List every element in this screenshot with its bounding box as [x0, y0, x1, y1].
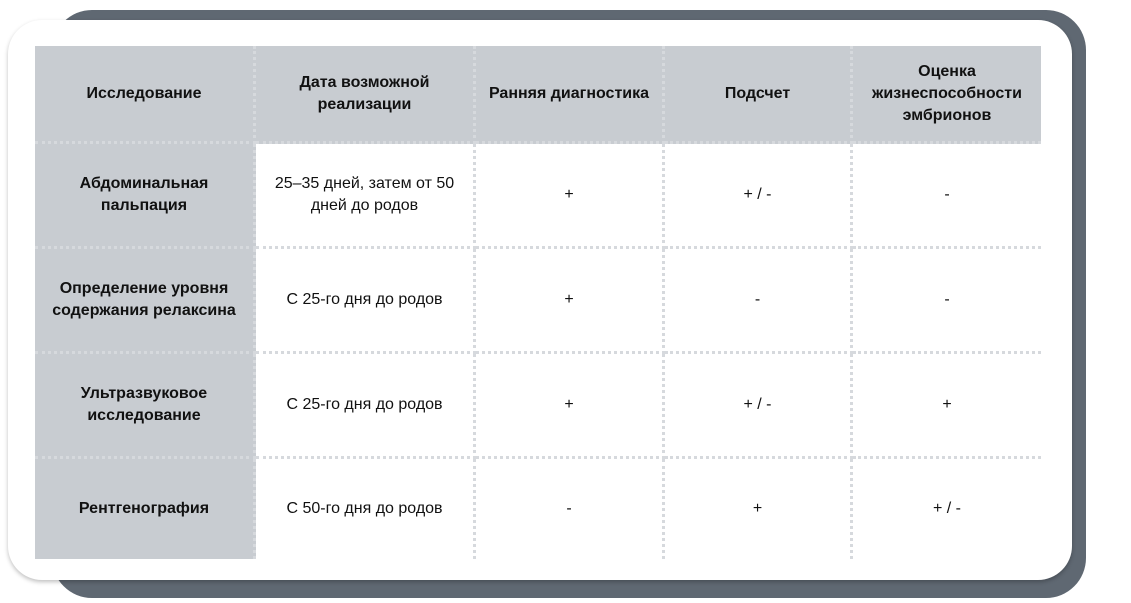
row-count: + / -: [665, 144, 853, 249]
row-method: Ультразвуковое исследование: [35, 354, 256, 459]
row-early: +: [476, 144, 665, 249]
header-count: Подсчет: [665, 46, 853, 144]
header-method: Исследование: [35, 46, 256, 144]
diagnostics-table: [35, 46, 1041, 559]
row-viability: +: [853, 354, 1041, 459]
row-method: Рентгенография: [35, 459, 256, 559]
header-date: Дата возможной реализации: [256, 46, 476, 144]
row-count: -: [665, 249, 853, 354]
row-viability: -: [853, 144, 1041, 249]
table-header-row: [35, 46, 1041, 144]
row-date: С 25-го дня до родов: [256, 354, 476, 459]
row-date: С 50-го дня до родов: [256, 459, 476, 559]
row-early: +: [476, 354, 665, 459]
header-viability: Оценка жизнеспособности эмбрионов: [853, 46, 1041, 144]
row-viability: -: [853, 249, 1041, 354]
row-viability: + / -: [853, 459, 1041, 559]
table-row: [35, 249, 1041, 354]
row-method: Абдоминальная пальпация: [35, 144, 256, 249]
row-early: -: [476, 459, 665, 559]
table-row: [35, 459, 1041, 559]
row-date: 25–35 дней, затем от 50 дней до родов: [256, 144, 476, 249]
row-count: + / -: [665, 354, 853, 459]
row-method: Определение уровня содержания релаксина: [35, 249, 256, 354]
row-count: +: [665, 459, 853, 559]
table-row: [35, 144, 1041, 249]
header-early-diagnosis: Ранняя диагностика: [476, 46, 665, 144]
row-early: +: [476, 249, 665, 354]
row-date: С 25-го дня до родов: [256, 249, 476, 354]
table-row: [35, 354, 1041, 459]
